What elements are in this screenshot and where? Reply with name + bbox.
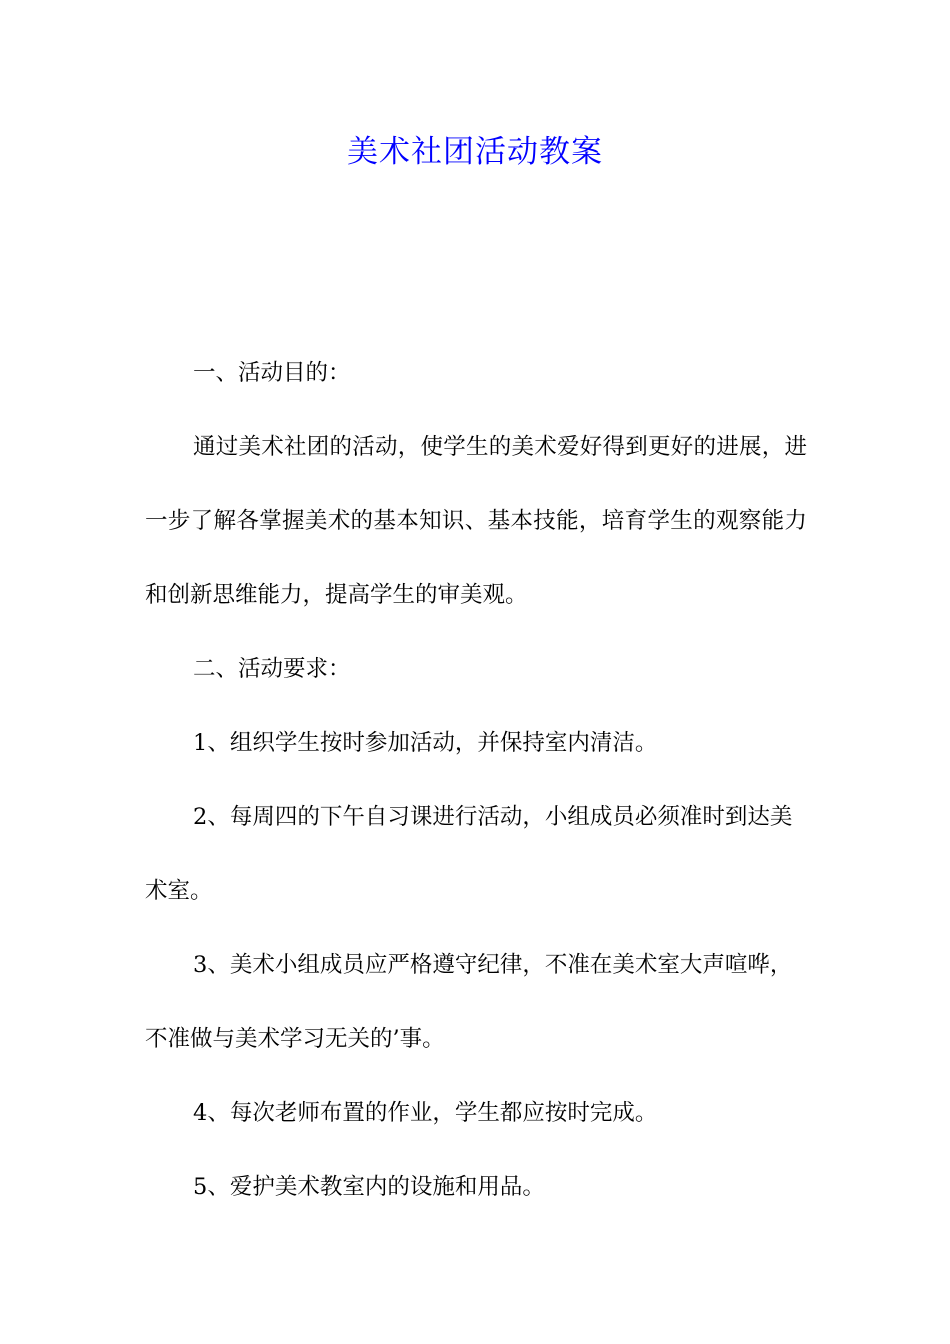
requirement-item-2: 2、每周四的下午自习课进行活动，小组成员必须准时到达美术室。: [145, 804, 793, 904]
document-title: 美术社团活动教案: [347, 134, 603, 170]
requirement-item-5: 5、爱护美术教室内的设施和用品。: [193, 1174, 545, 1200]
requirement-item-1: 1、组织学生按时参加活动，并保持室内清洁。: [193, 730, 658, 756]
requirement-item-4: 4、每次老师布置的作业，学生都应按时完成。: [193, 1100, 658, 1126]
document-body: [145, 336, 807, 1224]
section-heading-requirements: 二、活动要求：: [193, 656, 351, 682]
paragraph-purpose: 通过美术社团的活动，使学生的美术爱好得到更好的进展，进一步了解各掌握美术的基本知识、基本技能，培育学生的观察能力和创新思维能力，提高学生的审美观。: [145, 434, 807, 608]
requirement-item-3: 3、美术小组成员应严格遵守纪律，不准在美术室大声喧哗，不准做与美术学习无关的’事。: [145, 952, 793, 1052]
section-heading-purpose: 一、活动目的：: [193, 360, 351, 386]
